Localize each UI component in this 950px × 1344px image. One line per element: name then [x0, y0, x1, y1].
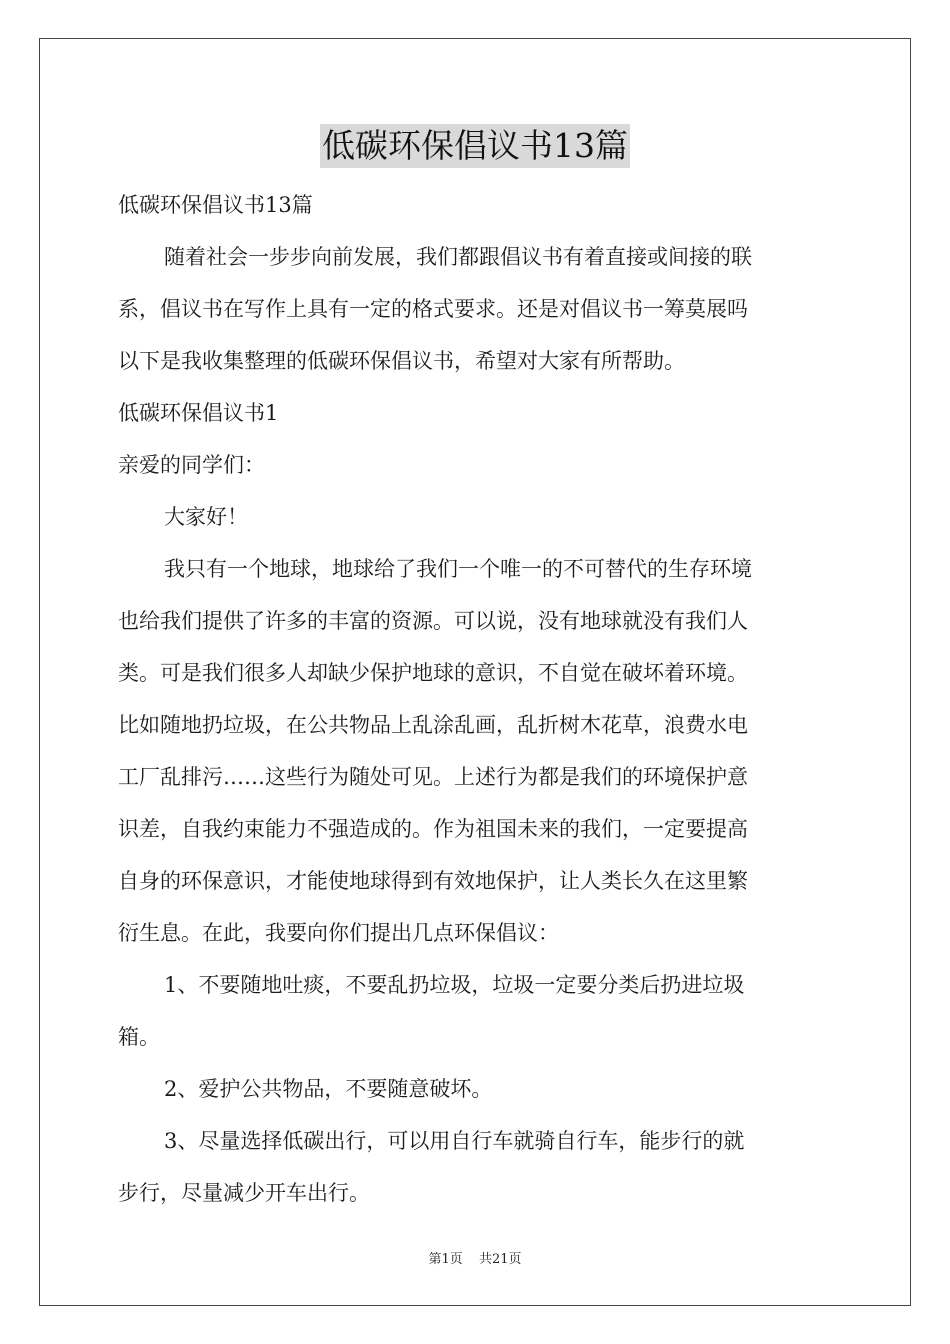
- intro-line-3: 以下是我收集整理的低碳环保倡议书，希望对大家有所帮助。: [118, 349, 685, 373]
- body-line-8: 衍生息。在此，我要向你们提出几点环保倡议：: [118, 921, 559, 945]
- proposal-2-line: 2、爱护公共物品，不要随意破坏。: [164, 1077, 493, 1101]
- proposal-1-line-1: 1、不要随地吐痰，不要乱扔垃圾，垃圾一定要分类后扔进垃圾: [164, 973, 745, 997]
- document-title: [0, 124, 950, 168]
- page-total: 共21页: [478, 1252, 522, 1267]
- page-number: 第1页: [428, 1252, 463, 1267]
- proposal-3-line-2: 步行，尽量减少开车出行。: [118, 1181, 370, 1205]
- page-footer: [0, 1248, 950, 1267]
- body-line-1: 我只有一个地球，地球给了我们一个唯一的不可替代的生存环境: [164, 557, 752, 581]
- proposal-3-line-1: 3、尽量选择低碳出行，可以用自行车就骑自行车，能步行的就: [164, 1129, 745, 1153]
- body-line-3: 类。可是我们很多人却缺少保护地球的意识，不自觉在破坏着环境。: [118, 661, 748, 685]
- salutation-line: 亲爱的同学们：: [118, 453, 265, 477]
- proposal-1-line-2: 箱。: [118, 1025, 160, 1049]
- body-line-2: 也给我们提供了许多的丰富的资源。可以说，没有地球就没有我们人: [118, 609, 748, 633]
- intro-line-2: 系，倡议书在写作上具有一定的格式要求。还是对倡议书一筹莫展吗: [118, 297, 748, 321]
- subtitle-line: 低碳环保倡议书13篇: [118, 193, 313, 217]
- body-line-6: 识差，自我约束能力不强造成的。作为祖国未来的我们，一定要提高: [118, 817, 748, 841]
- body-line-7: 自身的环保意识，才能使地球得到有效地保护，让人类长久在这里繁: [118, 869, 748, 893]
- intro-line-1: 随着社会一步步向前发展，我们都跟倡议书有着直接或间接的联: [164, 245, 752, 269]
- document-title-text: 低碳环保倡议书13篇: [320, 124, 630, 168]
- body-line-4: 比如随地扔垃圾，在公共物品上乱涂乱画，乱折树木花草，浪费水电: [118, 713, 748, 737]
- body-line-5: 工厂乱排污……这些行为随处可见。上述行为都是我们的环境保护意: [118, 765, 748, 789]
- greeting-line: 大家好！: [164, 505, 248, 529]
- section-heading-1: 低碳环保倡议书1: [118, 401, 279, 425]
- document-body: [118, 179, 834, 1219]
